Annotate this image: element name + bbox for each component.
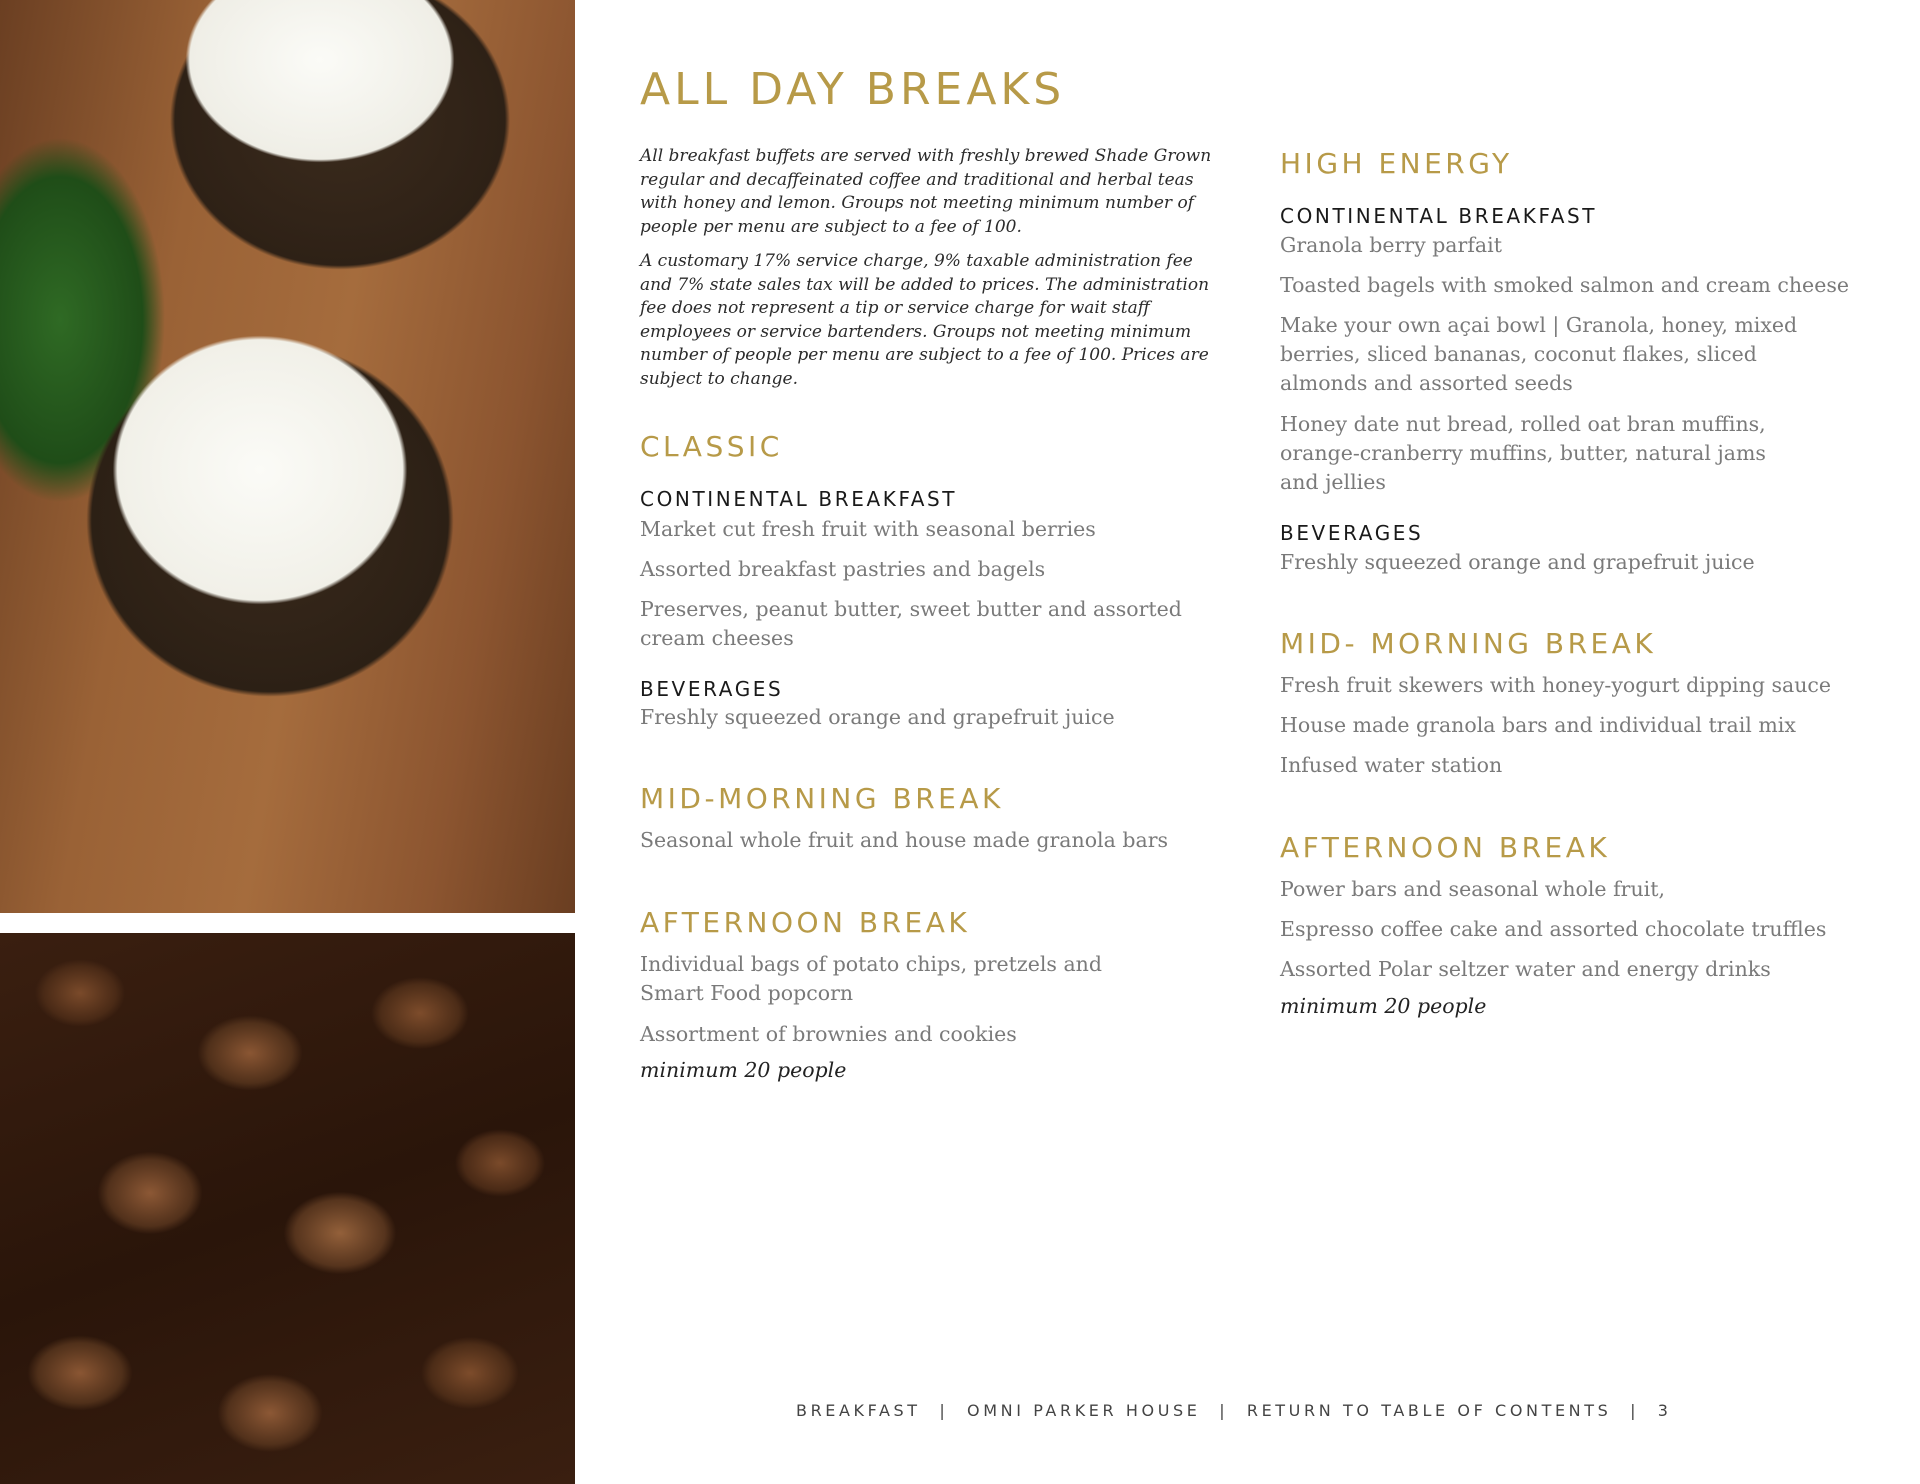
- list-item: Power bars and seasonal whole fruit,: [1280, 877, 1665, 901]
- coffee-beans-photo: [0, 933, 575, 1484]
- minimum-note: minimum 20 people: [1280, 994, 1487, 1018]
- classic-afternoon-heading: AFTERNOON BREAK: [640, 906, 971, 939]
- list-item: Freshly squeezed orange and grapefruit juice: [1280, 550, 1755, 574]
- minimum-note: minimum 20 people: [640, 1058, 847, 1082]
- high-energy-beverages-heading: BEVERAGES: [1280, 521, 1424, 545]
- page-number: 3: [1657, 1401, 1672, 1420]
- list-item: Individual bags of potato chips, pretzels and Smart Food popcorn: [640, 952, 1102, 1005]
- list-item: Seasonal whole fruit and house made granola bars: [640, 828, 1169, 852]
- return-to-toc-link[interactable]: RETURN TO TABLE OF CONTENTS: [1246, 1401, 1612, 1420]
- list-item: House made granola bars and individual trail mix: [1280, 713, 1796, 737]
- footer-section: BREAKFAST: [796, 1401, 921, 1420]
- footer-venue: OMNI PARKER HOUSE: [967, 1401, 1201, 1420]
- list-item: Granola berry parfait: [1280, 233, 1502, 257]
- list-item: Honey date nut bread, rolled oat bran muffins, orange-cranberry muffins, butter, natural jams and jellies: [1280, 412, 1766, 494]
- classic-beverages-heading: BEVERAGES: [640, 677, 784, 701]
- intro-paragraph-buffet: All breakfast buffets are served with freshly brewed Shade Grown regular and decaffeinated coffee and traditional and herbal teas with honey and lemon. Groups not meeting minimum number of people per menu are subject to a fee of 100.: [640, 146, 1212, 237]
- list-item: Toasted bagels with smoked salmon and cream cheese: [1280, 273, 1849, 297]
- list-item: Assorted breakfast pastries and bagels: [640, 557, 1046, 581]
- footer-separator: |: [939, 1401, 949, 1420]
- high-energy-continental-heading: CONTINENTAL BREAKFAST: [1280, 204, 1598, 228]
- high-energy-mid-morning-heading: MID- MORNING BREAK: [1280, 627, 1657, 660]
- footer-separator: |: [1630, 1401, 1640, 1420]
- page-footer: [796, 1401, 1672, 1420]
- high-energy-heading: HIGH ENERGY: [1280, 147, 1513, 180]
- classic-mid-morning-heading: MID-MORNING BREAK: [640, 782, 1004, 815]
- fried-eggs-toast-photo: [0, 0, 575, 913]
- high-energy-afternoon-heading: AFTERNOON BREAK: [1280, 831, 1611, 864]
- list-item: Infused water station: [1280, 753, 1503, 777]
- list-item: Freshly squeezed orange and grapefruit juice: [640, 705, 1115, 729]
- list-item: Preserves, peanut butter, sweet butter and assorted cream cheeses: [640, 597, 1182, 650]
- classic-heading: CLASSIC: [640, 430, 783, 463]
- list-item: Market cut fresh fruit with seasonal berries: [640, 517, 1096, 541]
- classic-continental-heading: CONTINENTAL BREAKFAST: [640, 487, 958, 511]
- list-item: Espresso coffee cake and assorted chocolate truffles: [1280, 917, 1827, 941]
- list-item: Assorted Polar seltzer water and energy drinks: [1280, 957, 1771, 981]
- page-title: ALL DAY BREAKS: [640, 64, 1066, 115]
- list-item: Make your own açai bowl | Granola, honey, mixed berries, sliced bananas, coconut flakes, sliced almonds and assorted seeds: [1280, 313, 1798, 395]
- intro-paragraph-charges: A customary 17% service charge, 9% taxable administration fee and 7% state sales tax will be added to prices. The administration fee does not represent a tip or service charge for wait staff employees or service bartenders. Groups not meeting minimum number of people per menu are subject to a fee of 100. Prices are subject to change.: [640, 251, 1210, 389]
- footer-separator: |: [1219, 1401, 1229, 1420]
- list-item: Assortment of brownies and cookies: [640, 1022, 1017, 1046]
- list-item: Fresh fruit skewers with honey-yogurt dipping sauce: [1280, 673, 1832, 697]
